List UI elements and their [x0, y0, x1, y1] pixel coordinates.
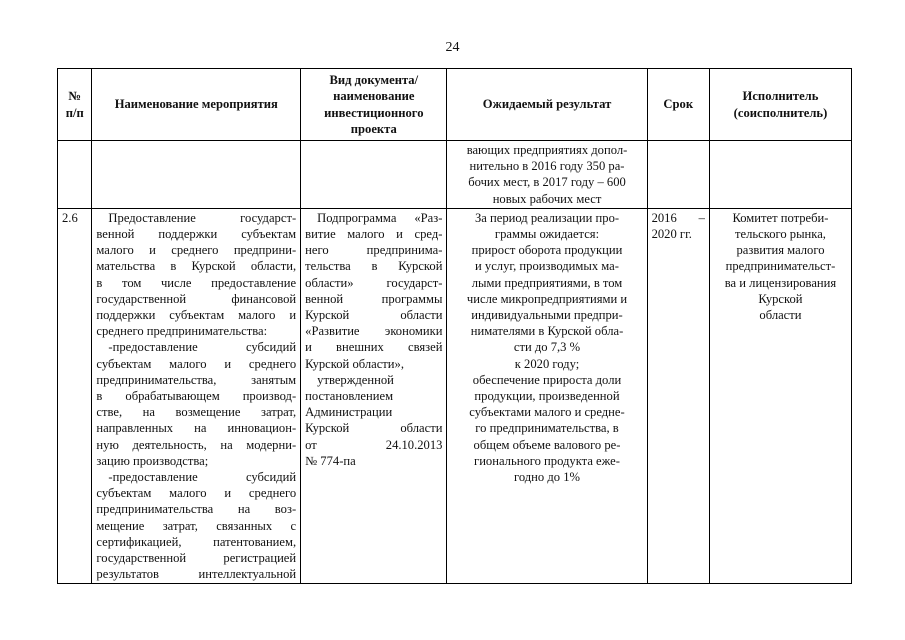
- name-line: мательства в Курской области,: [96, 259, 297, 274]
- result-line: нимателями в Курской обла-: [470, 324, 624, 339]
- term-line: 2016 –: [651, 210, 705, 225]
- result-line: и услуг, производимых ма-: [475, 259, 619, 274]
- name-line: поддержки субъектам малого и: [96, 308, 297, 323]
- doc-line: Курской области: [305, 421, 443, 436]
- result-line: лыми предприятиями, в том: [471, 275, 623, 290]
- doc-line: венной программы: [305, 291, 443, 306]
- doc-line: него предпринима-: [305, 243, 443, 258]
- header-doc: Вид документа/ наименование инвестиционного проекта: [301, 69, 447, 141]
- result-line: субъектами малого и средне-: [469, 405, 625, 420]
- name-line: ную деятельность, на модерни-: [96, 437, 297, 452]
- continuation-row: [58, 141, 852, 209]
- name-line: сертификацией, патентованием,: [96, 534, 297, 549]
- header-name: Наименование мероприятия: [92, 69, 301, 141]
- name-line: в том числе предоставление: [96, 275, 297, 290]
- doc-line: Курской области»,: [305, 356, 404, 371]
- doc-line: витие малого и сред-: [305, 227, 443, 242]
- name-line: в обрабатывающем производ-: [96, 389, 297, 404]
- row-num: 2.6: [58, 208, 92, 584]
- name-line: стве, на возмещение затрат,: [96, 405, 297, 420]
- header-num: № п/п: [58, 69, 92, 141]
- cont-result-line: новых рабочих мест: [492, 191, 602, 206]
- header-row: [58, 69, 852, 141]
- executor-line: тельского рынка,: [735, 227, 826, 242]
- row-executor-cell: [709, 208, 851, 584]
- name-line: мещение затрат, связанных с: [96, 518, 297, 533]
- doc-line: Курской области: [305, 308, 443, 323]
- doc-line: и внешних связей: [305, 340, 443, 355]
- result-line: индивидуальными предпри-: [471, 308, 623, 323]
- doc-line: № 774-па: [305, 453, 356, 468]
- doc-line: тельства в Курской: [305, 259, 443, 274]
- name-line: субъектам малого и среднего: [96, 356, 297, 371]
- name-line: -предоставление субсидий: [108, 470, 297, 485]
- name-line: субъектам малого и среднего: [96, 486, 297, 501]
- result-line: годно до 1%: [513, 470, 581, 485]
- doc-line: области» государст-: [305, 275, 443, 290]
- name-line: зацию производства;: [96, 453, 209, 468]
- cont-result-line: бочих мест, в 2017 году – 600: [468, 175, 626, 190]
- name-line: результатов интеллектуальной: [96, 567, 297, 582]
- page-number: 24: [445, 40, 460, 55]
- header-executor: Исполнитель (соисполнитель): [709, 69, 851, 141]
- row-doc-cell: [301, 208, 447, 584]
- cont-executor-cell: [709, 141, 851, 209]
- result-line: За период реализации про-: [474, 210, 620, 225]
- doc-line: постановлением: [305, 389, 394, 404]
- row-name-cell: [92, 208, 301, 584]
- executor-line: Курской: [758, 291, 803, 306]
- result-line: обеспечение прироста доли: [472, 372, 622, 387]
- doc-line: Администрации: [305, 405, 393, 420]
- name-line: малого и среднего предприни-: [96, 243, 297, 258]
- result-line: граммы ожидается:: [494, 227, 600, 242]
- executor-line: ва и лицензирования: [724, 275, 837, 290]
- name-line: государственной финансовой: [96, 291, 297, 306]
- name-line: направленных на инновацион-: [96, 421, 297, 436]
- header-result: Ожидаемый результат: [447, 69, 647, 141]
- result-line: продукции, произведенной: [474, 389, 620, 404]
- result-line: прирост оборота продукции: [471, 243, 623, 258]
- cont-result-line: вающих предприятиях допол-: [466, 143, 628, 157]
- doc-line: Подпрограмма «Раз-: [317, 210, 443, 225]
- name-line: венной поддержки субъектам: [96, 227, 297, 242]
- executor-line: области: [759, 308, 802, 323]
- name-line: среднего предпринимательства:: [96, 324, 268, 339]
- result-line: го предпринимательства, в: [475, 421, 619, 436]
- cont-term-cell: [647, 141, 709, 209]
- result-line: сти до 7,3 %: [513, 340, 581, 355]
- doc-line: от 24.10.2013: [305, 437, 443, 452]
- result-line: числе микропредприятиями и: [466, 291, 628, 306]
- executor-line: Комитет потреби-: [732, 210, 829, 225]
- doc-line: «Развитие экономики: [305, 324, 443, 339]
- cont-result-line: нительно в 2016 году 350 ра-: [469, 159, 625, 174]
- term-line: 2020 гг.: [651, 227, 692, 242]
- result-line: гионального продукта еже-: [474, 453, 620, 468]
- measures-table: [57, 68, 852, 584]
- result-line: общем объеме валового ре-: [473, 437, 621, 452]
- executor-line: предпринимательст-: [725, 259, 836, 274]
- header-term: Срок: [647, 69, 709, 141]
- name-line: предпринимательства на воз-: [96, 502, 297, 517]
- table-row: [58, 208, 852, 584]
- row-result-cell: [447, 208, 647, 584]
- result-line: к 2020 году;: [514, 356, 580, 371]
- row-term-cell: [647, 208, 709, 584]
- executor-line: развития малого: [736, 243, 825, 258]
- name-line: Предоставление государст-: [108, 210, 297, 225]
- name-line: предпринимательства, занятым: [96, 372, 297, 387]
- cont-num-cell: [58, 141, 92, 209]
- doc-line: утвержденной: [317, 372, 394, 387]
- name-line: государственной регистрацией: [96, 551, 297, 566]
- cont-result-cell: [447, 141, 647, 209]
- cont-doc-cell: [301, 141, 447, 209]
- name-line: -предоставление субсидий: [108, 340, 297, 355]
- cont-name-cell: [92, 141, 301, 209]
